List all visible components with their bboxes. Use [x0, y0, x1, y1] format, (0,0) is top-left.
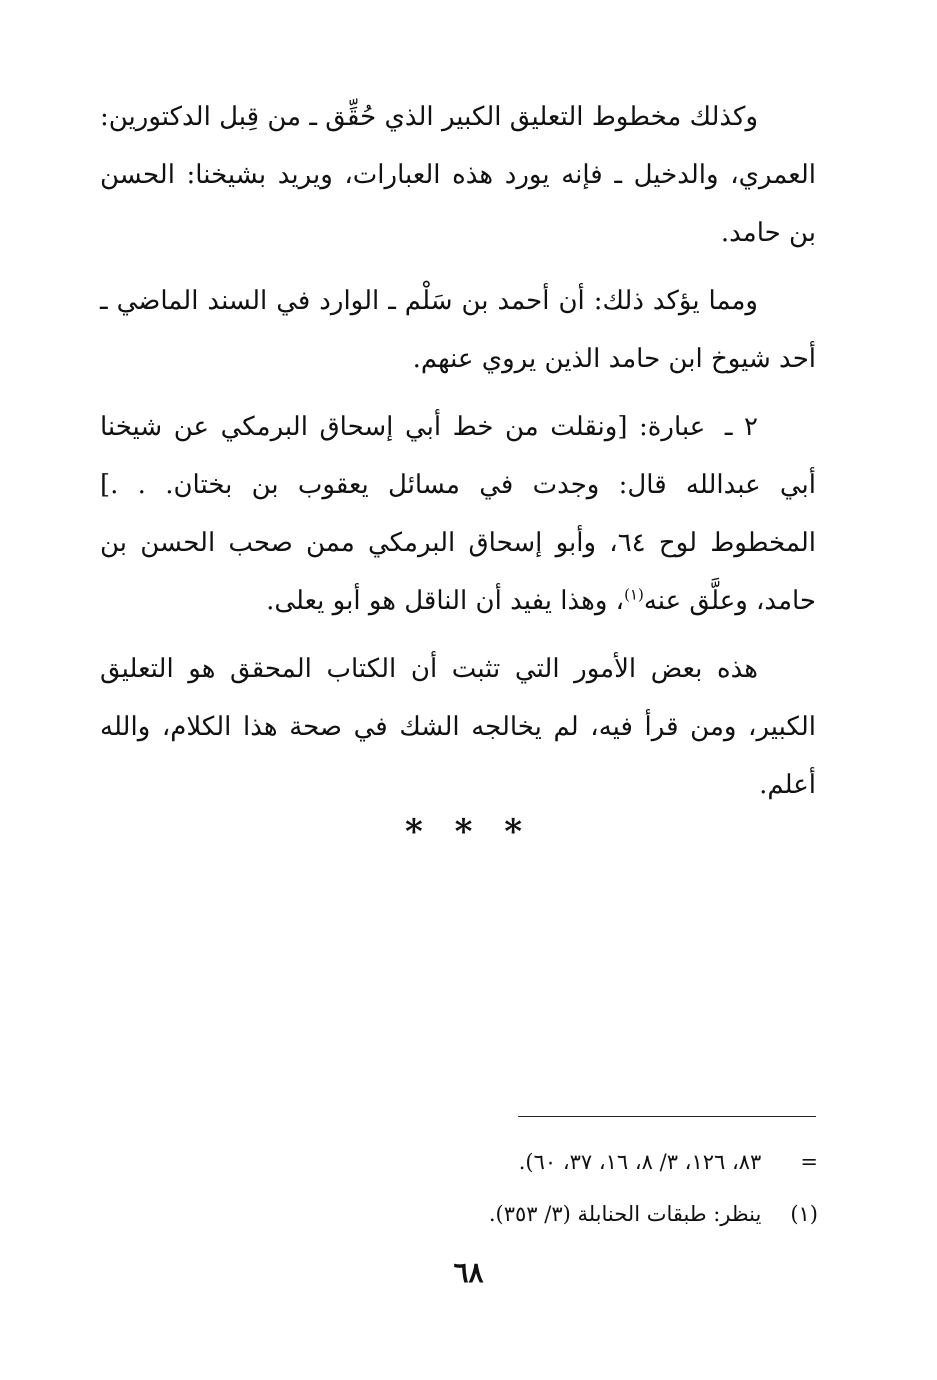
footnotes [100, 1136, 818, 1240]
footnote-divider [518, 1116, 816, 1117]
paragraph-3 [100, 398, 816, 630]
footnote-reference[interactable]: (١) [624, 585, 644, 604]
footnote-mark: (١) [790, 1202, 818, 1226]
item-number: ٢ ـ [724, 412, 758, 442]
section-separator: * * * [404, 812, 532, 852]
paragraph-2-text: ومما يؤكد ذلك: أن أحمد بن سَلْم ـ الوارد في السند الماضي ـ أحد شيوخ ابن حامد الذين يروي عنهم. [100, 286, 816, 374]
footnote-1 [100, 1188, 818, 1240]
paragraph-4 [100, 640, 816, 814]
paragraph-1 [100, 88, 816, 262]
paragraph-3-text-a: عبارة: [ونقلت من خط أبي إسحاق البرمكي عن شيخنا أبي عبدالله قال: وجدت في مسائل يعقوب بن بختان. . .] المخطوط لوح ٦٤، وأبو إسحاق البرمكي ممن صحب الحسن بن حامد، وعلَّق عنه [100, 412, 816, 616]
page-number: ٦٨ [453, 1256, 484, 1289]
footnote-continued [100, 1136, 818, 1188]
paragraph-3-text-b: ، وهذا يفيد أن الناقل هو أبو يعلى. [266, 586, 625, 616]
footnote-text: ينظر: طبقات الحنابلة (٣/ ٣٥٣). [488, 1202, 762, 1226]
main-text [100, 88, 816, 824]
paragraph-2 [100, 272, 816, 388]
footnote-text: ٨٣، ١٢٦، ٣/ ٨، ١٦، ٣٧، ٦٠). [518, 1150, 762, 1174]
paragraph-1-text: وكذلك مخطوط التعليق الكبير الذي حُقِّق ـ من قِبل الدكتورين: العمري، والدخيل ـ فإنه يورد هذه العبارات، ويريد بشيخنا: الحسن بن حامد. [100, 102, 816, 248]
paragraph-4-text: هذه بعض الأمور التي تثبت أن الكتاب المحقق هو التعليق الكبير، ومن قرأ فيه، لم يخالجه الشك في صحة هذا الكلام، والله أعلم. [100, 654, 816, 800]
footnote-mark: = [800, 1150, 818, 1174]
